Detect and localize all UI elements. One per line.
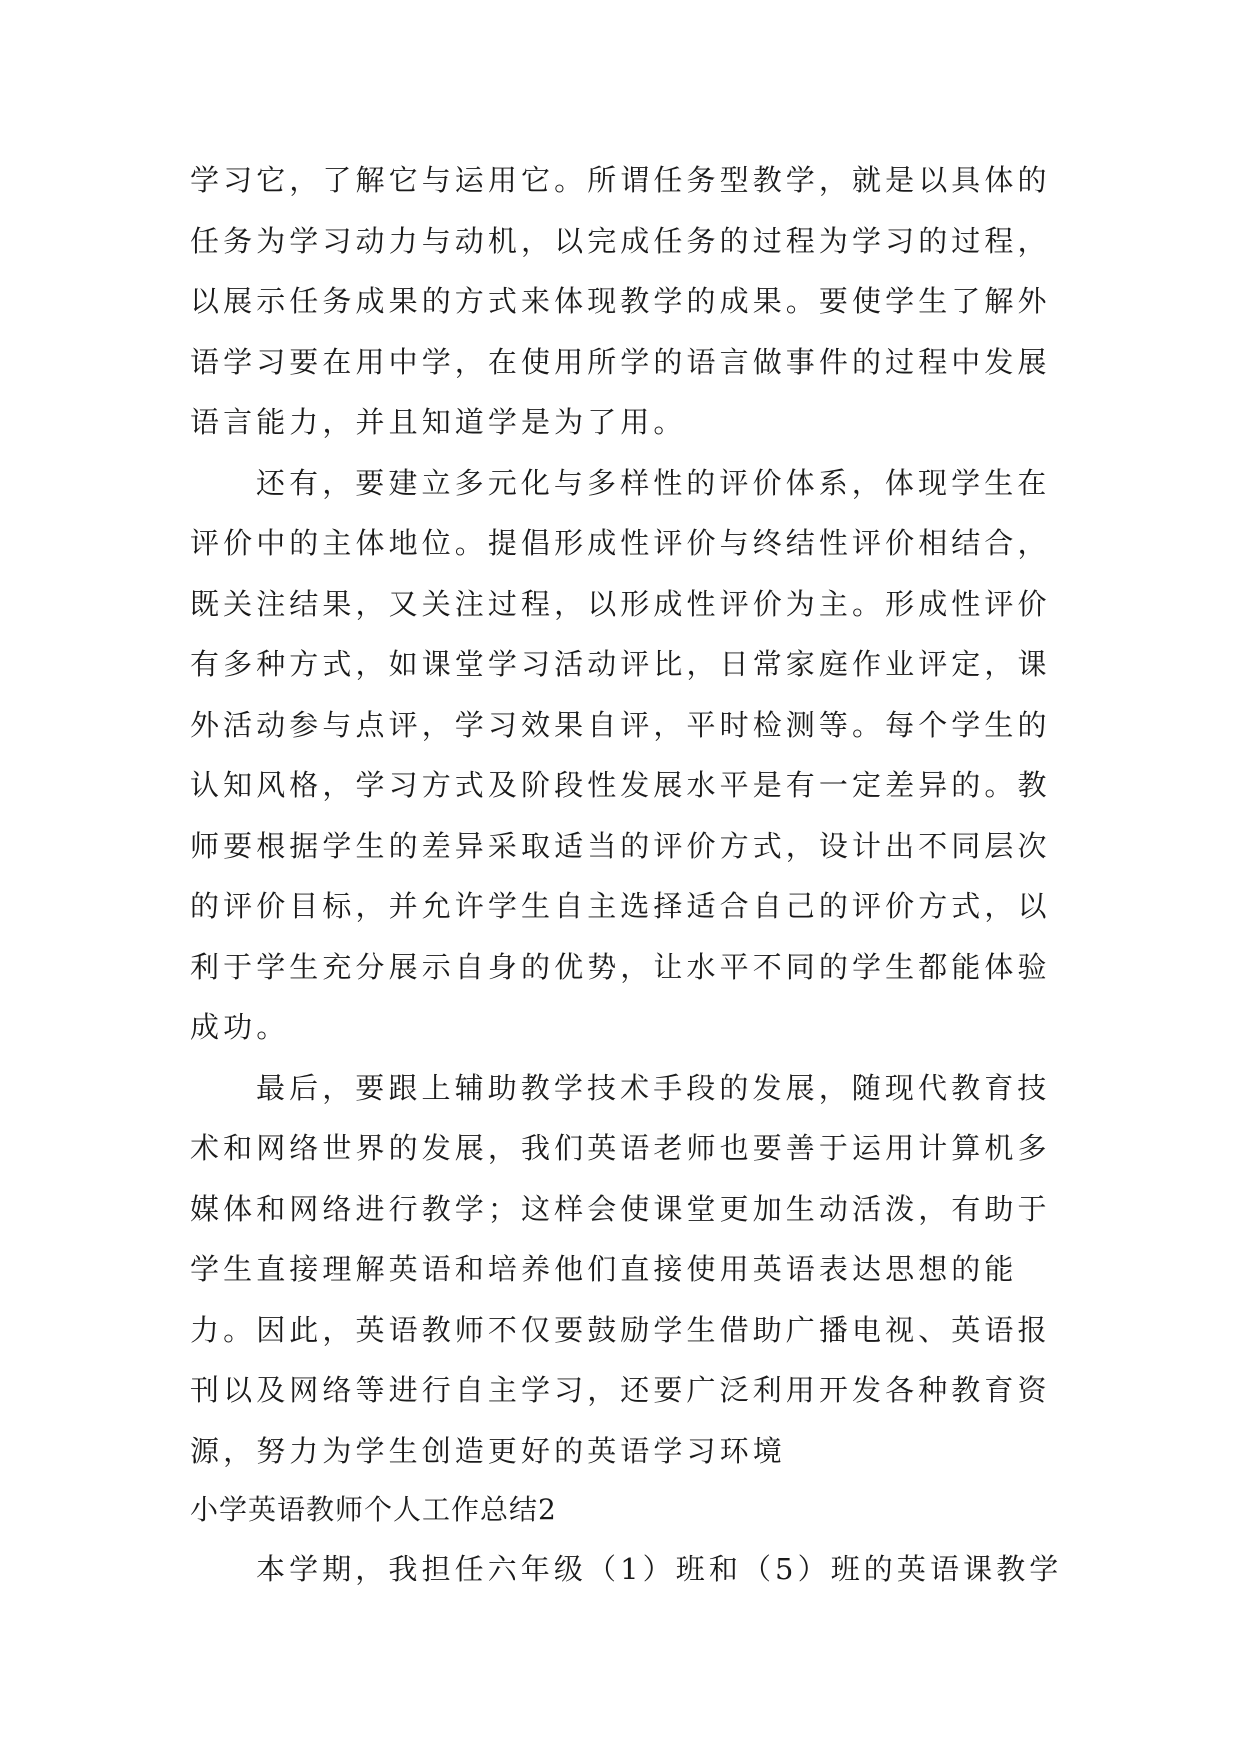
text-line: 外活动参与点评，学习效果自评，平时检测等。每个学生的 bbox=[190, 707, 1051, 742]
text-line: 媒体和网络进行教学；这样会使课堂更加生动活泼，有助于 bbox=[190, 1191, 1051, 1226]
text-line: 力。因此，英语教师不仅要鼓励学生借助广播电视、英语报 bbox=[190, 1312, 1051, 1347]
text-line: 最后，要跟上辅助教学技术手段的发展，随现代教育技 bbox=[256, 1070, 1051, 1105]
text-line: 有多种方式，如课堂学习活动评比，日常家庭作业评定，课 bbox=[190, 647, 1051, 681]
document-body bbox=[190, 150, 1063, 1600]
paragraph-semester-intro bbox=[190, 1539, 1063, 1600]
text-line: 语言能力，并且知道学是为了用。 bbox=[190, 405, 687, 439]
text-line: 还有，要建立多元化与多样性的评价体系，体现学生在 bbox=[256, 465, 1051, 500]
paragraph-teaching-technology bbox=[190, 1058, 1050, 1482]
paragraph-task-based-teaching bbox=[190, 150, 1050, 453]
text-line: 本学期，我担任六年级（1）班和（5）班的英语课教学 bbox=[256, 1552, 1063, 1586]
text-line: 源，努力为学生创造更好的英语学习环境 bbox=[190, 1433, 786, 1468]
text-line: 以展示任务成果的方式来体现教学的成果。要使学生了解外 bbox=[190, 284, 1051, 318]
text-line: 的评价目标，并允许学生自主选择适合自己的评价方式，以 bbox=[190, 889, 1051, 923]
text-line: 任务为学习动力与动机，以完成任务的过程为学习的过程， bbox=[190, 223, 1051, 258]
text-line: 术和网络世界的发展，我们英语老师也要善于运用计算机多 bbox=[190, 1131, 1051, 1165]
text-line: 成功。 bbox=[190, 1010, 290, 1044]
text-line: 师要根据学生的差异采取适当的评价方式，设计出不同层次 bbox=[190, 828, 1051, 863]
section-heading: 小学英语教师个人工作总结2 bbox=[190, 1493, 557, 1526]
text-line: 学生直接理解英语和培养他们直接使用英语表达思想的能 bbox=[190, 1252, 1018, 1286]
text-line: 评价中的主体地位。提倡形成性评价与终结性评价相结合， bbox=[190, 526, 1051, 560]
text-line: 刊以及网络等进行自主学习，还要广泛利用开发各种教育资 bbox=[190, 1373, 1051, 1407]
text-line: 学习它，了解它与运用它。所谓任务型教学，就是以具体的 bbox=[190, 163, 1051, 197]
text-line: 语学习要在用中学，在使用所学的语言做事件的过程中发展 bbox=[190, 344, 1051, 379]
text-line: 认知风格，学习方式及阶段性发展水平是有一定差异的。教 bbox=[190, 768, 1051, 802]
text-line: 既关注结果，又关注过程，以形成性评价为主。形成性评价 bbox=[190, 586, 1051, 621]
paragraph-evaluation-system bbox=[190, 453, 1050, 1058]
text-line: 利于学生充分展示自身的优势，让水平不同的学生都能体验 bbox=[190, 949, 1051, 984]
